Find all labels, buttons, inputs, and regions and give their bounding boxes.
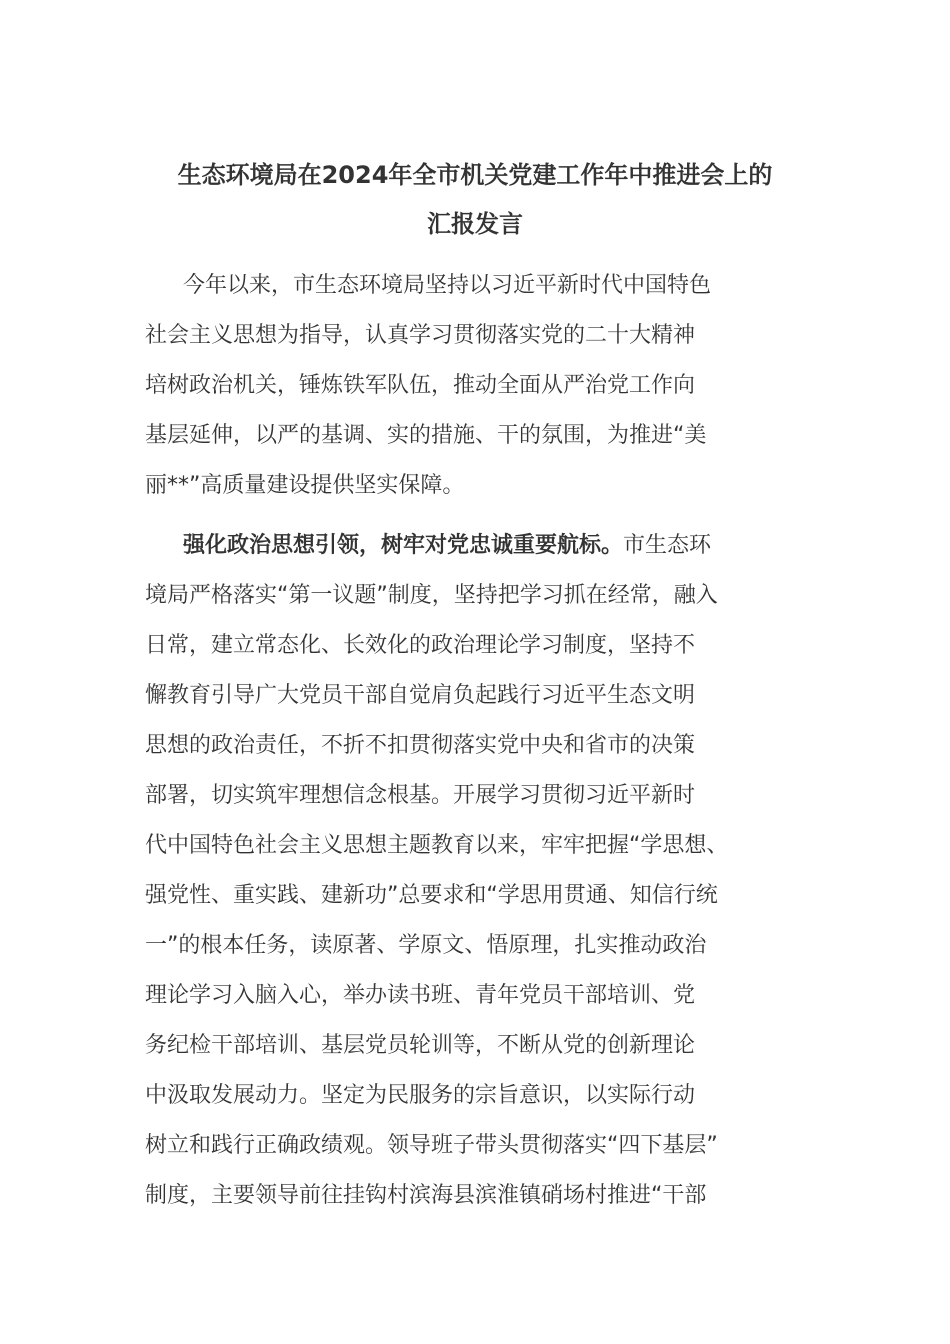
- paragraph-line: 中汲取发展动力。坚定为民服务的宗旨意识，以实际行动: [145, 1083, 696, 1108]
- paragraph-line: 树立和践行正确政绩观。领导班子带头贯彻落实“四下基层”: [145, 1133, 718, 1158]
- paragraph-line: 思想的政治责任，不折不扣贯彻落实党中央和省市的决策: [145, 733, 696, 758]
- paragraph-line: 强党性、重实践、建新功”总要求和“学思用贯通、知信行统: [145, 883, 718, 908]
- paragraph-intro: [145, 261, 825, 511]
- paragraph-line: 今年以来，市生态环境局坚持以习近平新时代中国特色: [183, 273, 712, 298]
- paragraph-line-rest: 市生态环: [623, 533, 712, 558]
- document-title-line-1: 生态环境局在2024年全市机关党建工作年中推进会上的: [177, 161, 773, 189]
- paragraph-political-guidance: [145, 521, 825, 1221]
- paragraph-first-line: [145, 521, 825, 571]
- paragraph-line: 社会主义思想为指导，认真学习贯彻落实党的二十大精神: [145, 323, 696, 348]
- paragraph-line: 一”的根本任务，读原著、学原文、悟原理，扎实推动政治: [145, 933, 707, 958]
- document-title-line-2: 汇报发言: [427, 210, 523, 238]
- paragraph-line: 基层延伸，以严的基调、实的措施、干的氛围，为推进“美: [145, 423, 707, 448]
- paragraph-line: 培树政治机关，锤炼铁军队伍，推动全面从严治党工作向: [145, 373, 696, 398]
- paragraph-line: 懈教育引导广大党员干部自觉肩负起践行习近平生态文明: [145, 683, 696, 708]
- paragraph-line: 境局严格落实“第一议题”制度，坚持把学习抓在经常，融入: [145, 583, 718, 608]
- paragraph-line: 理论学习入脑入心，举办读书班、青年党员干部培训、党: [145, 983, 696, 1008]
- section-lead-heading: 强化政治思想引领，树牢对党忠诚重要航标。: [183, 533, 624, 558]
- paragraph-line: 日常，建立常态化、长效化的政治理论学习制度，坚持不: [145, 633, 696, 658]
- paragraph-line: 务纪检干部培训、基层党员轮训等，不断从党的创新理论: [145, 1033, 696, 1058]
- paragraph-line: 代中国特色社会主义思想主题教育以来，牢牢把握“学思想、: [145, 833, 729, 858]
- paragraph-line: 制度，主要领导前往挂钩村滨海县滨淮镇硝场村推进“干部: [145, 1183, 707, 1208]
- paragraph-line: 部署，切实筑牢理想信念根基。开展学习贯彻习近平新时: [145, 783, 696, 808]
- paragraph-line: 丽**”高质量建设提供坚实保障。: [145, 473, 465, 498]
